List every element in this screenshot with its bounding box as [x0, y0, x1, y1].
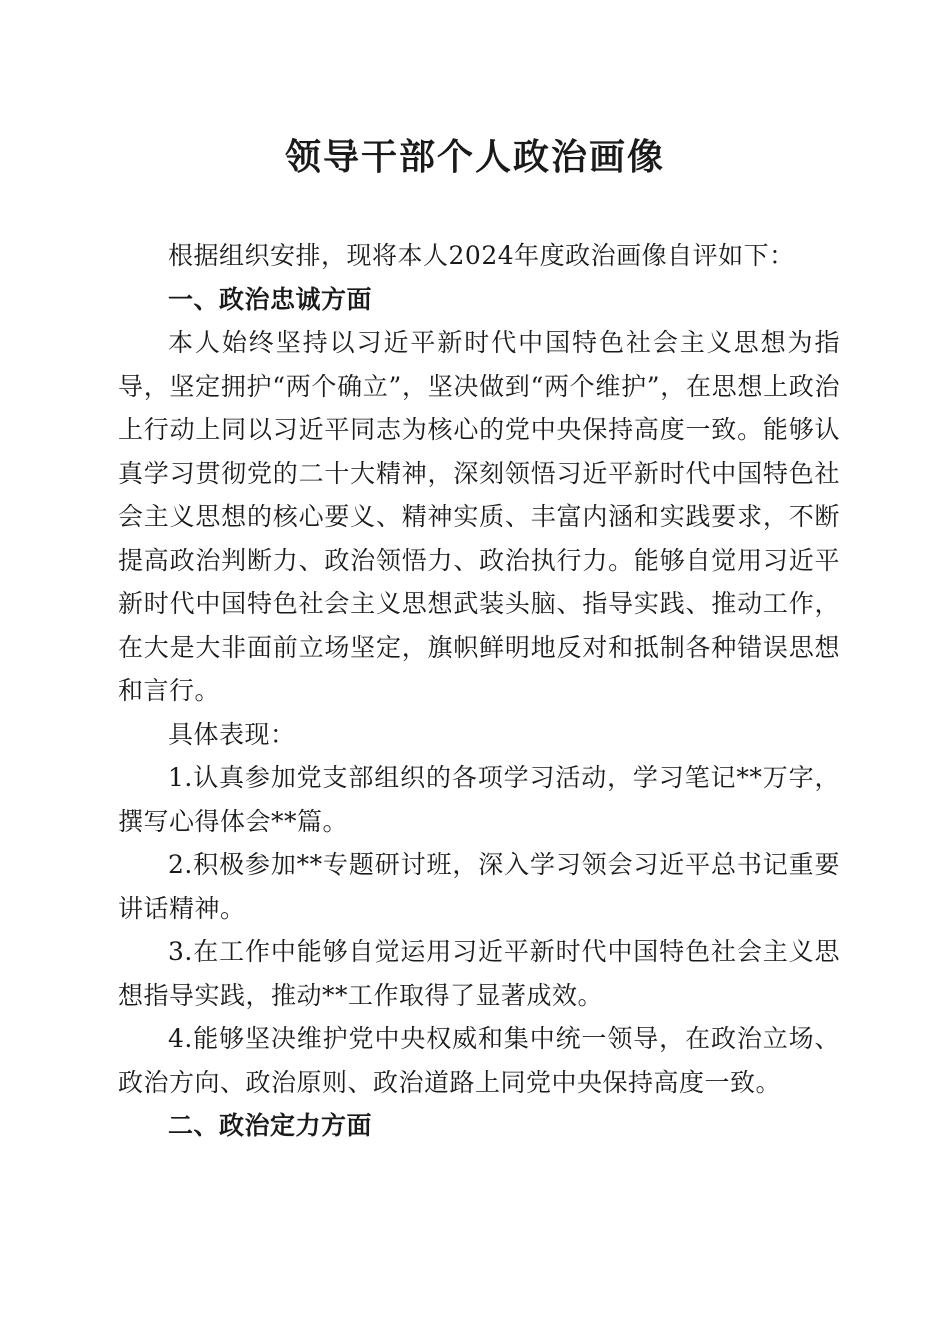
document-body: [118, 234, 840, 1148]
list-item: 2.积极参加**专题研讨班，深入学习领会习近平总书记重要讲话精神。: [118, 850, 840, 923]
document-title: 领导干部个人政治画像: [284, 136, 665, 178]
intro-paragraph: 根据组织安排，现将本人2024年度政治画像自评如下：: [168, 241, 795, 270]
section-heading-political-resolve: 二、政治定力方面: [168, 1111, 373, 1140]
specifics-label: 具体表现：: [168, 719, 296, 749]
list-item: 3.在工作中能够自觉运用习近平新时代中国特色社会主义思想指导实践，推动**工作取得了显著成效。: [118, 937, 840, 1010]
list-item: 4.能够坚决维护党中央权威和集中统一领导，在政治立场、政治方向、政治原则、政治道路上同党中央保持高度一致。: [118, 1024, 840, 1097]
list-item: 1.认真参加党支部组织的各项学习活动，学习笔记**万字，撰写心得体会**篇。: [118, 763, 840, 836]
section-heading-political-loyalty: 一、政治忠诚方面: [168, 284, 373, 314]
section-paragraph: 本人始终坚持以习近平新时代中国特色社会主义思想为指导，坚定拥护“两个确立”，坚决做到“两个维护”，在思想上政治上行动上同以习近平同志为核心的党中央保持高度一致。能够认真学习贯彻党的二十大精神，深刻领悟习近平新时代中国特色社会主义思想的核心要义、精神实质、丰富内涵和实践要求，不断提高政治判断力、政治领悟力、政治执行力。能够自觉用习近平新时代中国特色社会主义思想武装头脑、指导实践、推动工作，在大是大非面前立场坚定，旗帜鲜明地反对和抵制各种错误思想和言行。: [118, 328, 840, 705]
